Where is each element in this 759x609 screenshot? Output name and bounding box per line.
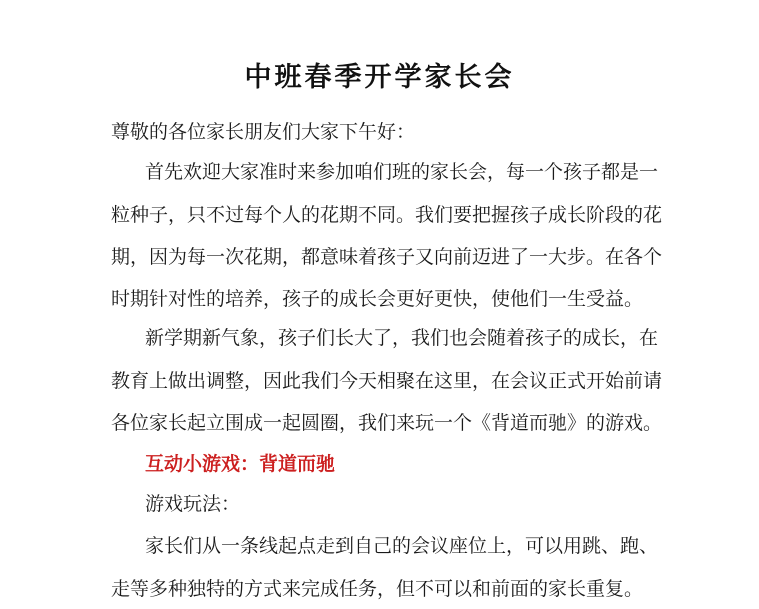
greeting-line: 尊敬的各位家长朋友们大家下午好： xyxy=(111,121,416,143)
paragraph1-line3: 期，因为每一次花期，都意味着孩子又向前迈进了一大步。在各个 xyxy=(111,246,663,268)
document-title: 中班春季开学家长会 xyxy=(244,62,515,93)
rules-label: 游戏玩法： xyxy=(145,493,241,515)
paragraph1-line1: 首先欢迎大家准时来参加咱们班的家长会，每一个孩子都是一 xyxy=(145,161,659,183)
paragraph2-line1: 新学期新气象，孩子们长大了，我们也会随着孩子的成长，在 xyxy=(145,327,659,349)
paragraph2-line3: 各位家长起立围成一起圆圈，我们来玩一个《背道而驰》的游戏。 xyxy=(111,412,663,434)
paragraph3-line2: 走等多种独特的方式来完成任务，但不可以和前面的家长重复。 xyxy=(111,578,644,600)
paragraph1-line2: 粒种子，只不过每个人的花期不同。我们要把握孩子成长阶段的花 xyxy=(111,204,663,226)
paragraph2-line2: 教育上做出调整，因此我们今天相聚在这里，在会议正式开始前请 xyxy=(111,370,663,392)
paragraph1-line4: 时期针对性的培养，孩子的成长会更好更快，使他们一生受益。 xyxy=(111,288,644,310)
game-heading: 互动小游戏：背道而驰 xyxy=(145,453,336,475)
paragraph3-line1: 家长们从一条线起点走到自己的会议座位上，可以用跳、跑、 xyxy=(145,535,659,557)
